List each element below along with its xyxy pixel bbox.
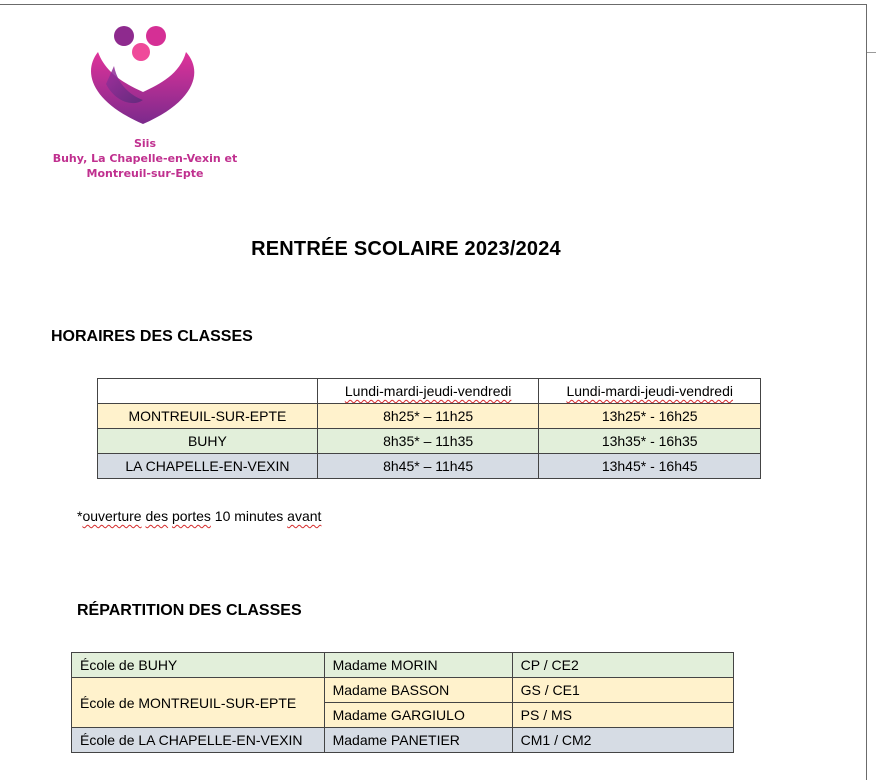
schedule-header-afternoon-text: Lundi-mardi-jeudi-vendredi — [566, 383, 733, 399]
schedule-afternoon: 13h35* - 16h35 — [539, 429, 761, 454]
classes-teacher: Madame MORIN — [324, 653, 512, 678]
note-word-avant: avant — [287, 508, 322, 524]
schedule-header-blank — [98, 379, 318, 404]
schedule-morning: 8h25* – 11h25 — [317, 404, 539, 429]
logo-line-2: Buhy, La Chapelle-en-Vexin et — [52, 152, 238, 165]
logo-caption — [52, 136, 238, 181]
classes-row — [72, 728, 734, 753]
classes-row — [72, 653, 734, 678]
note-word-minutes: 10 minutes — [214, 508, 284, 524]
schedule-heading: HORAIRES DES CLASSES — [51, 328, 253, 345]
page-title: RENTRÉE SCOLAIRE 2023/2024 — [251, 238, 561, 260]
classes-teacher: Madame BASSON — [324, 678, 512, 703]
doors-opening-note — [77, 508, 321, 524]
classes-row — [72, 678, 734, 703]
classes-level: CP / CE2 — [512, 653, 733, 678]
classes-level: GS / CE1 — [512, 678, 733, 703]
classes-school: École de MONTREUIL-SUR-EPTE — [72, 678, 325, 728]
classes-school: École de BUHY — [72, 653, 325, 678]
schedule-morning: 8h45* – 11h45 — [317, 454, 539, 479]
schedule-row — [98, 454, 761, 479]
schedule-header-row — [98, 379, 761, 404]
page-top-border — [0, 4, 866, 5]
logo-line-1: Siis — [133, 137, 156, 150]
note-word-des: des — [145, 508, 169, 524]
classes-level: PS / MS — [512, 703, 733, 728]
schedule-morning: 8h35* – 11h35 — [317, 429, 539, 454]
schedule-school: BUHY — [98, 429, 318, 454]
note-word-ouverture: ouverture — [82, 508, 142, 524]
heart-people-icon — [88, 22, 208, 134]
schedule-header-afternoon — [539, 379, 761, 404]
logo-line-3: Montreuil-sur-Epte — [86, 167, 204, 180]
schedule-afternoon: 13h45* - 16h45 — [539, 454, 761, 479]
classes-school: École de LA CHAPELLE-EN-VEXIN — [72, 728, 325, 753]
schedule-row — [98, 404, 761, 429]
schedule-school: LA CHAPELLE-EN-VEXIN — [98, 454, 318, 479]
ruler-corner — [867, 4, 876, 53]
siis-logo — [52, 22, 252, 192]
classes-table — [71, 652, 734, 753]
note-star: * — [77, 508, 83, 524]
schedule-header-morning — [317, 379, 539, 404]
schedule-table — [97, 378, 761, 479]
page-right-border — [866, 4, 867, 780]
classes-heading: RÉPARTITION DES CLASSES — [77, 602, 302, 619]
schedule-row — [98, 429, 761, 454]
classes-teacher: Madame PANETIER — [324, 728, 512, 753]
classes-teacher: Madame GARGIULO — [324, 703, 512, 728]
note-word-portes: portes — [171, 508, 211, 524]
schedule-school: MONTREUIL-SUR-EPTE — [98, 404, 318, 429]
schedule-afternoon: 13h25* - 16h25 — [539, 404, 761, 429]
schedule-header-morning-text: Lundi-mardi-jeudi-vendredi — [344, 383, 512, 399]
classes-level: CM1 / CM2 — [512, 728, 733, 753]
